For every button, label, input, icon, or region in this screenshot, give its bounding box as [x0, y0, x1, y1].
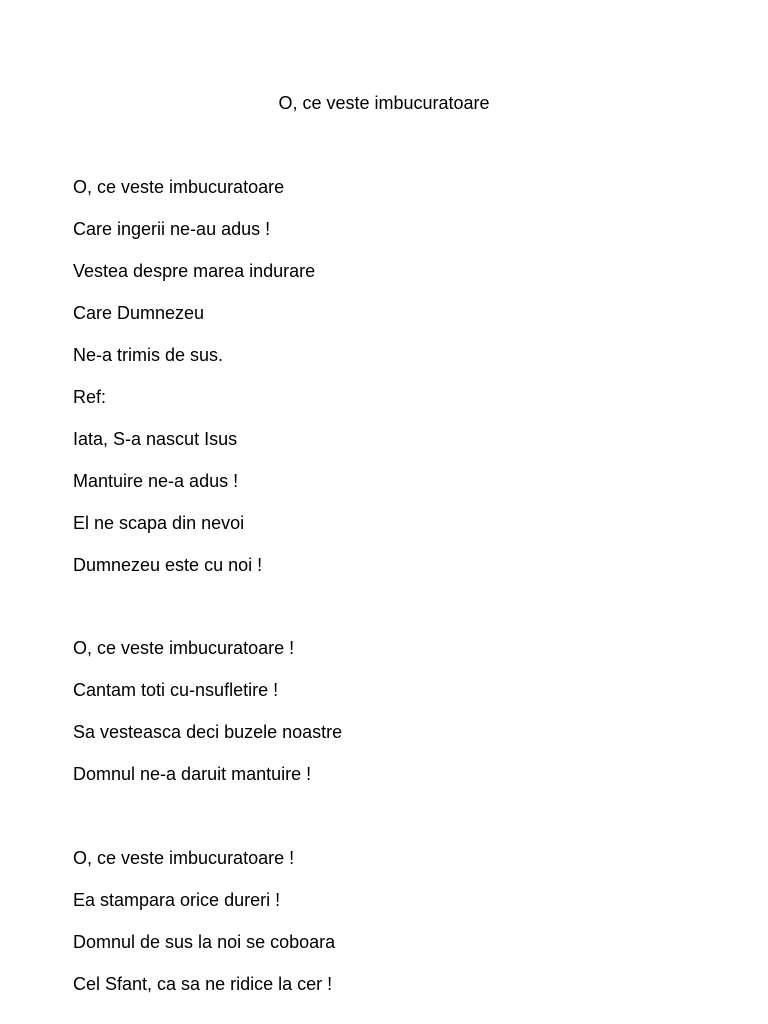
refrain-line-4: Dumnezeu este cu noi ! [73, 555, 263, 575]
verse-1-line-5: Ne-a trimis de sus. [73, 345, 224, 365]
verse-2-line-1: O, ce veste imbucuratoare ! [73, 638, 295, 658]
verse-1-line-1: O, ce veste imbucuratoare [73, 177, 285, 197]
verse-2-line-4: Domnul ne-a daruit mantuire ! [73, 764, 312, 784]
verse-2-line-3: Sa vesteasca deci buzele noastre [73, 722, 343, 742]
verse-1-line-3: Vestea despre marea indurare [73, 261, 316, 281]
verse-2-line-2: Cantam toti cu-nsufletire ! [73, 680, 279, 700]
song-title: O, ce veste imbucuratoare [278, 93, 490, 113]
verse-3-line-4: Cel Sfant, ca sa ne ridice la cer ! [73, 974, 333, 994]
refrain-line-2: Mantuire ne-a adus ! [73, 471, 239, 491]
verse-1-line-4: Care Dumnezeu [73, 303, 205, 323]
refrain-label: Ref: [73, 387, 107, 407]
verse-3-line-1: O, ce veste imbucuratoare ! [73, 848, 295, 868]
verse-3-line-2: Ea stampara orice dureri ! [73, 890, 281, 910]
verse-1-line-2: Care ingerii ne-au adus ! [73, 219, 271, 239]
refrain-line-3: El ne scapa din nevoi [73, 513, 245, 533]
verse-3-line-3: Domnul de sus la noi se coboara [73, 932, 336, 952]
refrain-line-1: Iata, S-a nascut Isus [73, 429, 238, 449]
